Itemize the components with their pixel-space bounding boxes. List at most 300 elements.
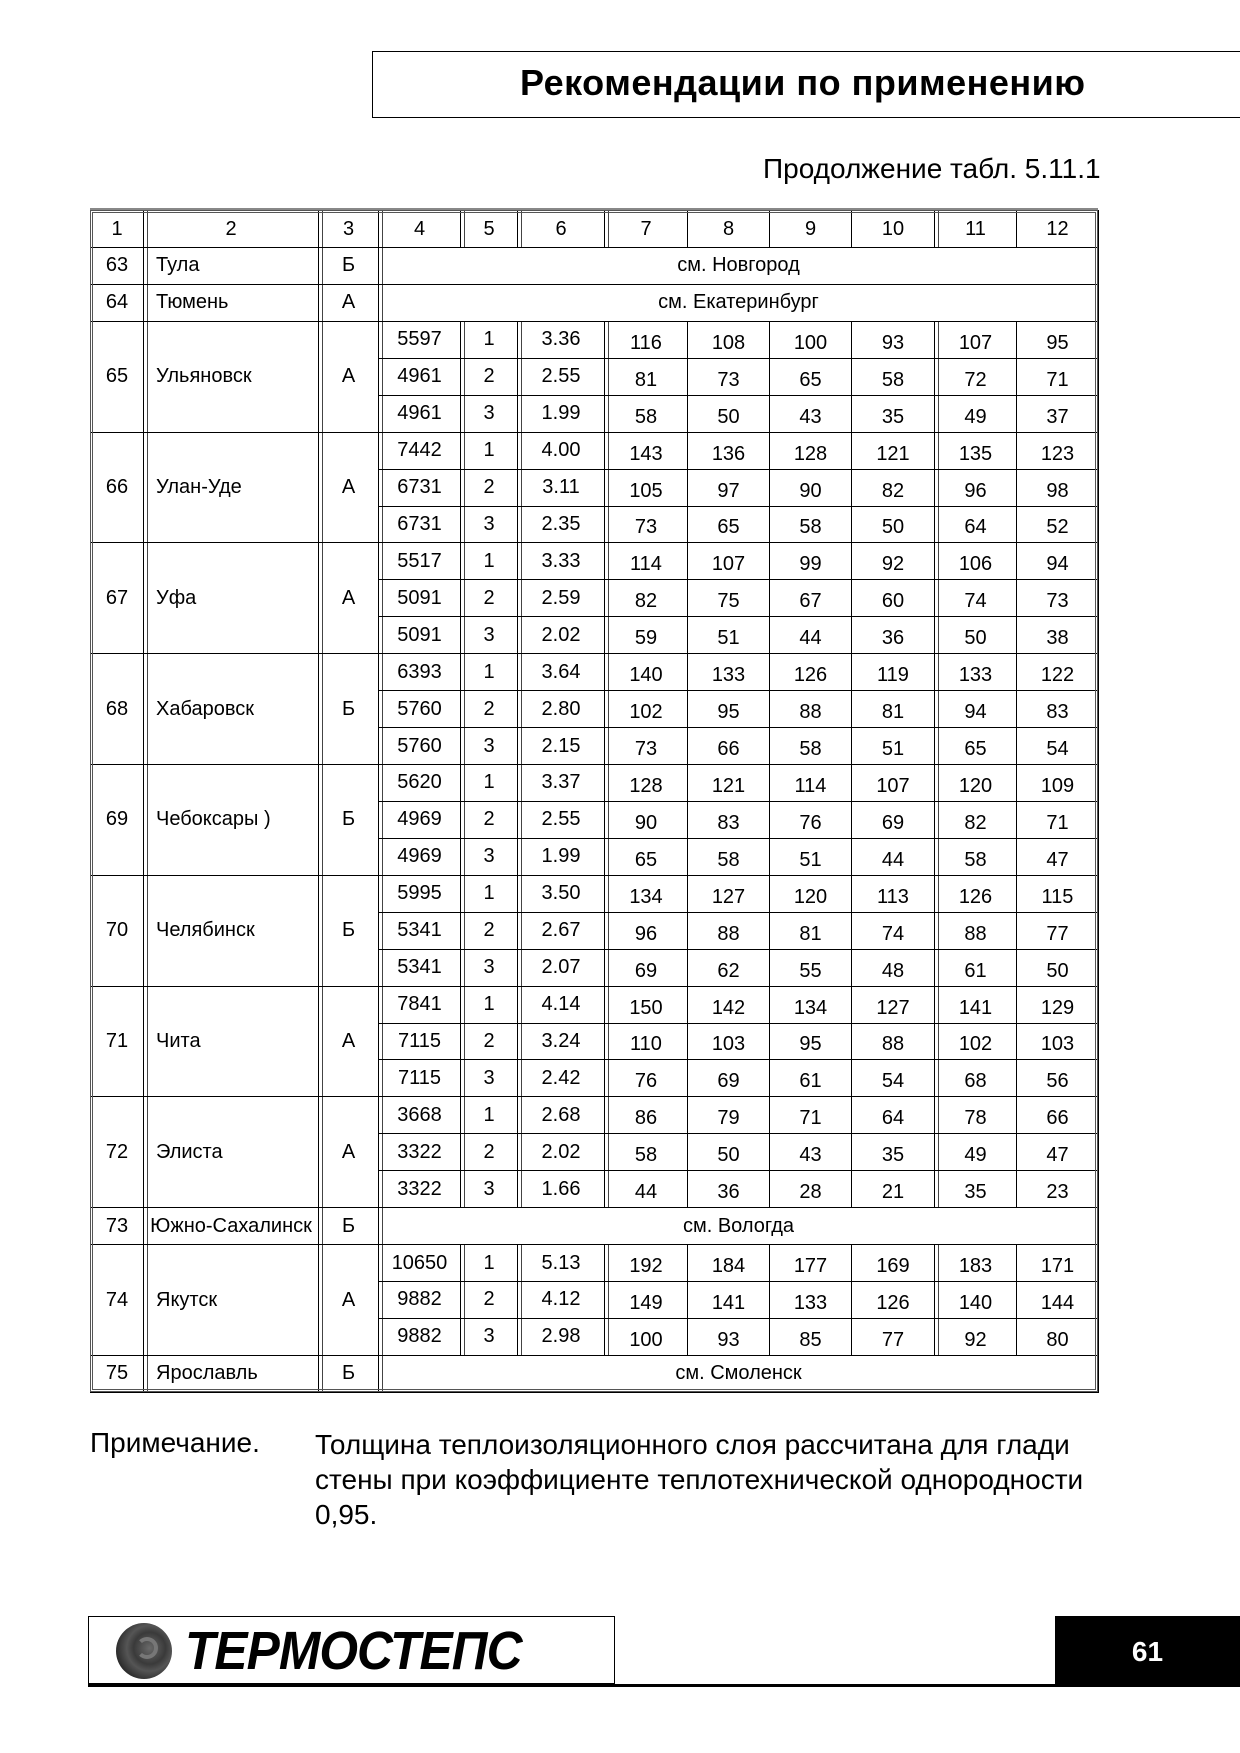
city-name: Улан-Уде [143, 432, 319, 544]
table-cell: 107 [934, 321, 1017, 359]
table-cell: 28 [769, 1170, 852, 1208]
table-cell: 2.68 [517, 1096, 605, 1134]
table-cell: 169 [851, 1244, 935, 1282]
table-cell: 140 [934, 1281, 1017, 1319]
table-cell: 56 [1016, 1059, 1099, 1097]
table-cell: 1 [460, 432, 518, 470]
table-cell: 73 [1016, 579, 1099, 617]
city-name: Чита [143, 986, 319, 1098]
table-cell: 58 [687, 838, 770, 876]
table-cell: 71 [769, 1096, 852, 1134]
humidity-zone: А [318, 432, 379, 544]
table-cell: 105 [604, 469, 688, 507]
city-name: Элиста [143, 1096, 319, 1208]
table-cell: 47 [1016, 838, 1099, 876]
table-cell: 2.35 [517, 506, 605, 544]
table-cell: 95 [1016, 321, 1099, 359]
humidity-zone: А [318, 1244, 379, 1356]
table-cell: 66 [1016, 1096, 1099, 1134]
table-cell: 115 [1016, 875, 1099, 913]
table-cell: 2.55 [517, 358, 605, 396]
table-cell: 69 [851, 801, 935, 839]
table-cell: 2 [460, 469, 518, 507]
table-cell: 5995 [378, 875, 461, 913]
table-cell: 59 [604, 616, 688, 654]
table-cell: 1 [460, 542, 518, 580]
table-cell: 88 [687, 912, 770, 950]
table-cell: 2 [460, 358, 518, 396]
table-cell: 1 [460, 1096, 518, 1134]
table-cell: 78 [934, 1096, 1017, 1134]
table-cell: 36 [851, 616, 935, 654]
table-cell: 85 [769, 1318, 852, 1356]
table-cell: 43 [769, 395, 852, 433]
table-cell: 2.42 [517, 1059, 605, 1097]
table-cell: 76 [769, 801, 852, 839]
table-cell: 135 [934, 432, 1017, 470]
column-header: 10 [851, 210, 935, 248]
table-cell: 83 [1016, 690, 1099, 728]
table-cell: 5091 [378, 616, 461, 654]
table-cell: 92 [934, 1318, 1017, 1356]
table-cell: 88 [934, 912, 1017, 950]
table-cell: 129 [1016, 986, 1099, 1024]
table-cell: 49 [934, 1133, 1017, 1171]
table-cell: 120 [769, 875, 852, 913]
table-cell: 171 [1016, 1244, 1099, 1282]
table-cell: 68 [934, 1059, 1017, 1097]
table-cell: 50 [934, 616, 1017, 654]
column-header: 2 [143, 210, 319, 248]
table-cell: 88 [769, 690, 852, 728]
humidity-zone: Б [318, 764, 379, 876]
table-cell: 7442 [378, 432, 461, 470]
table-cell: 3668 [378, 1096, 461, 1134]
table-cell: 82 [604, 579, 688, 617]
table-cell: 10650 [378, 1244, 461, 1282]
page-header-box [372, 51, 1240, 118]
page-number-box [1055, 1616, 1240, 1686]
column-header: 4 [378, 210, 461, 248]
table-cell: 6731 [378, 506, 461, 544]
city-name: Чебоксары ) [143, 764, 319, 876]
city-name: Тула [143, 247, 319, 285]
table-cell: 65 [687, 506, 770, 544]
table-cell: 74 [851, 912, 935, 950]
table-cell: 126 [851, 1281, 935, 1319]
table-cell: 1.66 [517, 1170, 605, 1208]
table-cell: 50 [687, 395, 770, 433]
row-number: 69 [90, 764, 144, 876]
city-name: Южно-Сахалинск [143, 1207, 319, 1245]
table-cell: 4961 [378, 395, 461, 433]
humidity-zone: Б [318, 1355, 379, 1393]
table-cell: 5.13 [517, 1244, 605, 1282]
table-cell: 75 [687, 579, 770, 617]
table-cell: 2.02 [517, 1133, 605, 1171]
table-cell: 127 [851, 986, 935, 1024]
table-cell: 3.33 [517, 542, 605, 580]
city-name: Ярославль [143, 1355, 319, 1393]
table-cell: 3.24 [517, 1023, 605, 1061]
table-cell: 93 [851, 321, 935, 359]
table-cell: 1 [460, 321, 518, 359]
table-cell: 58 [851, 358, 935, 396]
row-number: 70 [90, 875, 144, 987]
table-cell: 3 [460, 838, 518, 876]
table-cell: 44 [851, 838, 935, 876]
table-cell: 122 [1016, 653, 1099, 691]
table-cell: 192 [604, 1244, 688, 1282]
table-cell: 79 [687, 1096, 770, 1134]
column-header: 3 [318, 210, 379, 248]
table-cell: 5341 [378, 949, 461, 987]
table-cell: 5091 [378, 579, 461, 617]
table-cell: 2 [460, 690, 518, 728]
table-cell: 144 [1016, 1281, 1099, 1319]
table-cell: 1.99 [517, 395, 605, 433]
table-cell: 61 [934, 949, 1017, 987]
table-cell: 100 [769, 321, 852, 359]
table-cell: 2 [460, 1133, 518, 1171]
table-cell: 72 [934, 358, 1017, 396]
table-cell: 96 [604, 912, 688, 950]
table-cell: 1 [460, 764, 518, 802]
brand-name: ТЕРМОСТЕПС [185, 1621, 522, 1681]
table-cell: 36 [687, 1170, 770, 1208]
table-cell: 140 [604, 653, 688, 691]
table-cell: 1 [460, 875, 518, 913]
table-cell: 108 [687, 321, 770, 359]
table-cell: 81 [851, 690, 935, 728]
data-table [90, 210, 1098, 1392]
table-cell: 58 [604, 1133, 688, 1171]
table-cell: 126 [769, 653, 852, 691]
table-cell: 43 [769, 1133, 852, 1171]
table-cell: 114 [604, 542, 688, 580]
table-cell: 2.07 [517, 949, 605, 987]
table-cell: 90 [769, 469, 852, 507]
row-number: 75 [90, 1355, 144, 1393]
table-cell: 58 [604, 395, 688, 433]
row-number: 72 [90, 1096, 144, 1208]
table-cell: 107 [851, 764, 935, 802]
table-cell: 2.67 [517, 912, 605, 950]
column-header: 6 [517, 210, 605, 248]
table-cell: 133 [769, 1281, 852, 1319]
table-cell: 47 [1016, 1133, 1099, 1171]
brand-logo [88, 1616, 615, 1684]
table-cell: 50 [1016, 949, 1099, 987]
table-cell: 44 [604, 1170, 688, 1208]
table-cell: 109 [1016, 764, 1099, 802]
table-cell: 184 [687, 1244, 770, 1282]
table-cell: 113 [851, 875, 935, 913]
table-cell: 7115 [378, 1023, 461, 1061]
humidity-zone: А [318, 986, 379, 1098]
table-cell: 126 [934, 875, 1017, 913]
humidity-zone: А [318, 284, 379, 322]
note-text: Толщина теплоизоляционного слоя рассчитана для глади стены при коэффициенте теплотехнической однородности 0,95. [315, 1429, 1084, 1530]
page-title: Рекомендации по применению [520, 62, 1086, 103]
table-cell: 141 [687, 1281, 770, 1319]
table-cell: 93 [687, 1318, 770, 1356]
column-header: 9 [769, 210, 852, 248]
page-number: 61 [1131, 1636, 1164, 1667]
table-cell: 66 [687, 727, 770, 765]
table-cell: 177 [769, 1244, 852, 1282]
see-reference: см. Вологда [378, 1207, 1099, 1245]
table-cell: 119 [851, 653, 935, 691]
table-cell: 2.15 [517, 727, 605, 765]
table-cell: 102 [934, 1023, 1017, 1061]
humidity-zone: Б [318, 875, 379, 987]
humidity-zone: А [318, 542, 379, 654]
table-cell: 142 [687, 986, 770, 1024]
table-cell: 74 [934, 579, 1017, 617]
table-cell: 82 [934, 801, 1017, 839]
humidity-zone: Б [318, 247, 379, 285]
table-cell: 4.14 [517, 986, 605, 1024]
table-cell: 69 [687, 1059, 770, 1097]
table-cell: 4961 [378, 358, 461, 396]
table-cell: 54 [851, 1059, 935, 1097]
table-cell: 58 [769, 506, 852, 544]
table-cell: 2.98 [517, 1318, 605, 1356]
table-cell: 103 [687, 1023, 770, 1061]
table-cell: 37 [1016, 395, 1099, 433]
table-cell: 116 [604, 321, 688, 359]
table-cell: 100 [604, 1318, 688, 1356]
see-reference: см. Новгород [378, 247, 1099, 285]
table-cell: 35 [934, 1170, 1017, 1208]
table-cell: 121 [687, 764, 770, 802]
row-number: 67 [90, 542, 144, 654]
table-cell: 5760 [378, 690, 461, 728]
table-cell: 3.50 [517, 875, 605, 913]
table-cell: 127 [687, 875, 770, 913]
humidity-zone: А [318, 1096, 379, 1208]
table-cell: 2.02 [517, 616, 605, 654]
table-cell: 82 [851, 469, 935, 507]
table-cell: 95 [687, 690, 770, 728]
table-cell: 55 [769, 949, 852, 987]
table-cell: 51 [769, 838, 852, 876]
city-name: Ульяновск [143, 321, 319, 433]
table-cell: 94 [934, 690, 1017, 728]
table-cell: 52 [1016, 506, 1099, 544]
row-number: 64 [90, 284, 144, 322]
table-cell: 99 [769, 542, 852, 580]
table-cell: 3.36 [517, 321, 605, 359]
column-header: 11 [934, 210, 1017, 248]
table-cell: 3 [460, 395, 518, 433]
table-cell: 5620 [378, 764, 461, 802]
table-cell: 35 [851, 1133, 935, 1171]
table-cell: 65 [769, 358, 852, 396]
table-cell: 6731 [378, 469, 461, 507]
city-name: Якутск [143, 1244, 319, 1356]
table-cell: 4.12 [517, 1281, 605, 1319]
table-cell: 77 [1016, 912, 1099, 950]
city-name: Челябинск [143, 875, 319, 987]
table-cell: 143 [604, 432, 688, 470]
table-cell: 3 [460, 1059, 518, 1097]
table-cell: 64 [851, 1096, 935, 1134]
table-cell: 4969 [378, 801, 461, 839]
table-cell: 71 [1016, 358, 1099, 396]
note-label: Примечание. [90, 1427, 260, 1458]
table-cell: 1 [460, 653, 518, 691]
table-cell: 3.64 [517, 653, 605, 691]
table-cell: 65 [604, 838, 688, 876]
table-cell: 2 [460, 801, 518, 839]
table-cell: 102 [604, 690, 688, 728]
table-cell: 3322 [378, 1170, 461, 1208]
humidity-zone: А [318, 321, 379, 433]
table-cell: 3 [460, 1318, 518, 1356]
table-cell: 3322 [378, 1133, 461, 1171]
table-cell: 128 [604, 764, 688, 802]
table-cell: 62 [687, 949, 770, 987]
table-cell: 3.37 [517, 764, 605, 802]
column-header: 5 [460, 210, 518, 248]
humidity-zone: Б [318, 653, 379, 765]
table-cell: 54 [1016, 727, 1099, 765]
table-cell: 67 [769, 579, 852, 617]
column-header: 12 [1016, 210, 1099, 248]
table-cell: 3 [460, 1170, 518, 1208]
table-cell: 1.99 [517, 838, 605, 876]
table-cell: 65 [934, 727, 1017, 765]
table-cell: 106 [934, 542, 1017, 580]
table-cell: 81 [769, 912, 852, 950]
table-cell: 81 [604, 358, 688, 396]
table-cell: 3.11 [517, 469, 605, 507]
humidity-zone: Б [318, 1207, 379, 1245]
table-cell: 183 [934, 1244, 1017, 1282]
table-cell: 2 [460, 912, 518, 950]
table-cell: 92 [851, 542, 935, 580]
table-cell: 103 [1016, 1023, 1099, 1061]
table-cell: 73 [604, 727, 688, 765]
table-cell: 110 [604, 1023, 688, 1061]
table-cell: 1 [460, 1244, 518, 1282]
table-cell: 23 [1016, 1170, 1099, 1208]
table-cell: 51 [851, 727, 935, 765]
row-number: 63 [90, 247, 144, 285]
table-cell: 5517 [378, 542, 461, 580]
table-cell: 80 [1016, 1318, 1099, 1356]
table-cell: 58 [934, 838, 1017, 876]
table-cell: 6393 [378, 653, 461, 691]
table-cell: 38 [1016, 616, 1099, 654]
table-cell: 1 [460, 986, 518, 1024]
table-cell: 44 [769, 616, 852, 654]
table-cell: 114 [769, 764, 852, 802]
city-name: Уфа [143, 542, 319, 654]
row-number: 66 [90, 432, 144, 544]
table-caption: Продолжение табл. 5.11.1 [763, 153, 1101, 184]
table-cell: 49 [934, 395, 1017, 433]
table-cell: 21 [851, 1170, 935, 1208]
table-cell: 4.00 [517, 432, 605, 470]
table-cell: 2 [460, 1281, 518, 1319]
column-header: 1 [90, 210, 144, 248]
table-cell: 3 [460, 949, 518, 987]
table-cell: 86 [604, 1096, 688, 1134]
table-cell: 7841 [378, 986, 461, 1024]
table-cell: 134 [769, 986, 852, 1024]
table-cell: 77 [851, 1318, 935, 1356]
table-cell: 96 [934, 469, 1017, 507]
table-cell: 50 [851, 506, 935, 544]
see-reference: см. Екатеринбург [378, 284, 1099, 322]
table-cell: 107 [687, 542, 770, 580]
table-cell: 2.55 [517, 801, 605, 839]
table-cell: 2 [460, 579, 518, 617]
row-number: 74 [90, 1244, 144, 1356]
row-number: 71 [90, 986, 144, 1098]
table-cell: 2.59 [517, 579, 605, 617]
column-header: 8 [687, 210, 770, 248]
table-cell: 50 [687, 1133, 770, 1171]
table-cell: 61 [769, 1059, 852, 1097]
table-cell: 2.80 [517, 690, 605, 728]
table-cell: 5597 [378, 321, 461, 359]
table-cell: 64 [934, 506, 1017, 544]
table-cell: 149 [604, 1281, 688, 1319]
table-cell: 136 [687, 432, 770, 470]
row-number: 68 [90, 653, 144, 765]
table-cell: 123 [1016, 432, 1099, 470]
table-cell: 7115 [378, 1059, 461, 1097]
see-reference: см. Смоленск [378, 1355, 1099, 1393]
table-cell: 94 [1016, 542, 1099, 580]
table-cell: 88 [851, 1023, 935, 1061]
table-cell: 60 [851, 579, 935, 617]
table-cell: 121 [851, 432, 935, 470]
table-cell: 141 [934, 986, 1017, 1024]
city-name: Хабаровск [143, 653, 319, 765]
table-cell: 97 [687, 469, 770, 507]
table-cell: 51 [687, 616, 770, 654]
table-cell: 133 [687, 653, 770, 691]
table-cell: 76 [604, 1059, 688, 1097]
table-cell: 71 [1016, 801, 1099, 839]
table-cell: 48 [851, 949, 935, 987]
table-cell: 73 [604, 506, 688, 544]
table-cell: 3 [460, 616, 518, 654]
table-cell: 5760 [378, 727, 461, 765]
table-cell: 150 [604, 986, 688, 1024]
table-cell: 2 [460, 1023, 518, 1061]
table-cell: 3 [460, 727, 518, 765]
table-cell: 35 [851, 395, 935, 433]
table-cell: 9882 [378, 1281, 461, 1319]
table-cell: 98 [1016, 469, 1099, 507]
city-name: Тюмень [143, 284, 319, 322]
table-cell: 134 [604, 875, 688, 913]
table-cell: 58 [769, 727, 852, 765]
column-header: 7 [604, 210, 688, 248]
table-cell: 133 [934, 653, 1017, 691]
table-cell: 5341 [378, 912, 461, 950]
table-cell: 83 [687, 801, 770, 839]
table-cell: 128 [769, 432, 852, 470]
table-cell: 9882 [378, 1318, 461, 1356]
table-cell: 95 [769, 1023, 852, 1061]
